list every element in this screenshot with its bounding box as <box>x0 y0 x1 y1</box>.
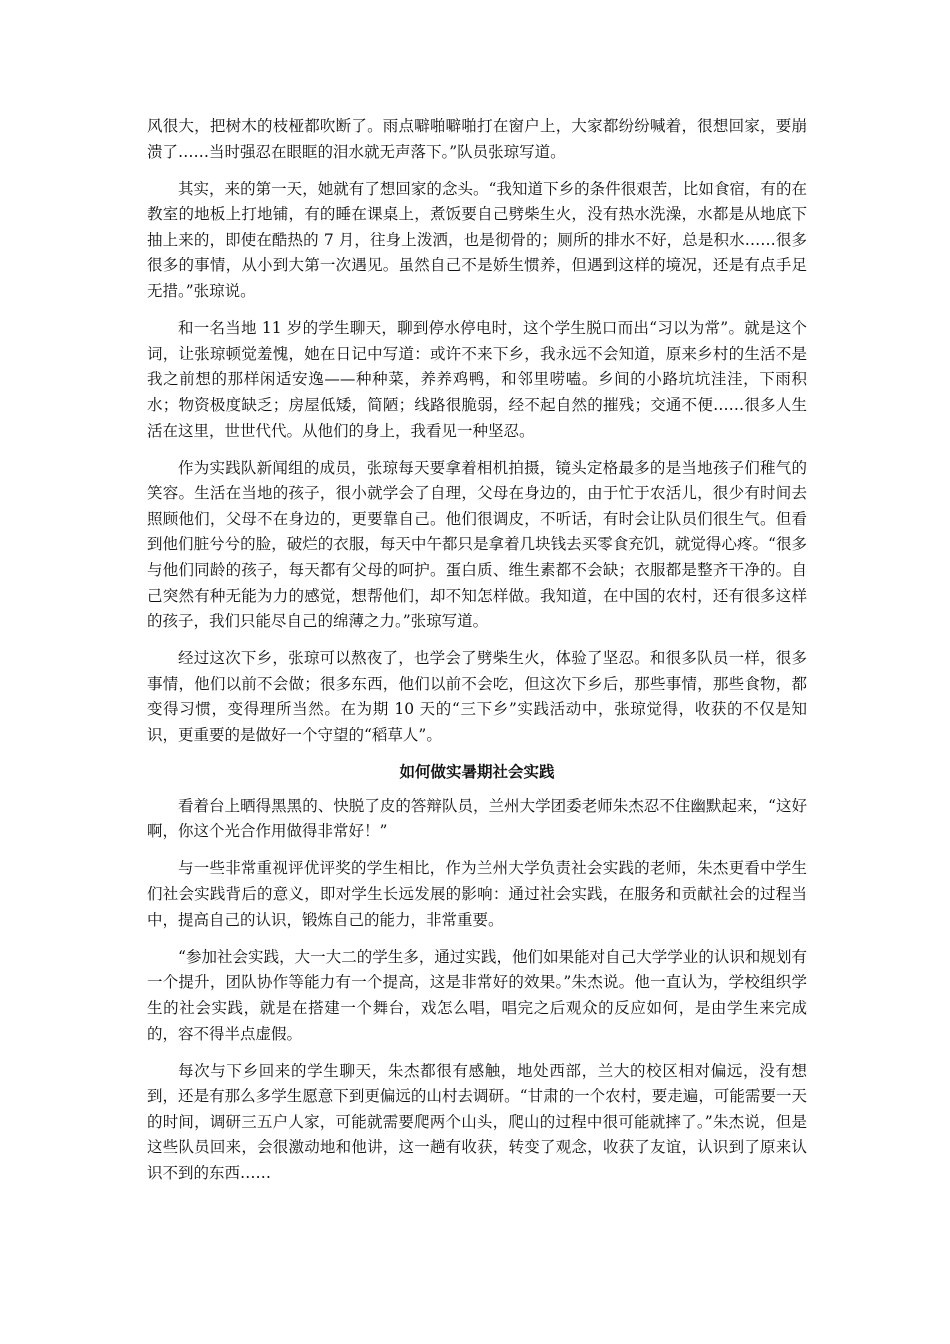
paragraph: 作为实践队新闻组的成员，张琼每天要拿着相机拍摄，镜头定格最多的是当地孩子们稚气的笑容。生活在当地的孩子，很小就学会了自理，父母在身边的，由于忙于农活儿，很少有时间去照顾他们，父母不在身边的，更要靠自己。他们很调皮，不听话，有时会让队员们很生气。但看到他们脏兮兮的脸，破烂的衣服，每天中午都只是拿着几块钱去买零食充饥，就觉得心疼。“很多与他们同龄的孩子，每天都有父母的呵护。蛋白质、维生素都不会缺；衣服都是整齐干净的。自己突然有种无能为力的感觉，想帮他们，却不知怎样做。我知道，在中国的农村，还有很多这样的孩子，我们只能尽自己的绵薄之力。”张琼写道。 <box>147 458 807 631</box>
paragraph: 和一名当地 11 岁的学生聊天，聊到停水停电时，这个学生脱口而出“习以为常”。就是这个词，让张琼顿觉羞愧，她在日记中写道：或许不来下乡，我永远不会知道，原来乡村的生活不是我之前想的那样闲适安逸——种种菜，养养鸡鸭，和邻里唠嗑。乡间的小路坑坑洼洼，下雨积水；物资极度缺乏；房屋低矮，简陋；线路很脆弱，经不起自然的摧残；交通不便……很多人生活在这里，世世代代。从他们的身上，我看见一种坚忍。 <box>147 319 807 440</box>
paragraph: 经过这次下乡，张琼可以熬夜了，也学会了劈柴生火，体验了坚忍。和很多队员一样，很多事情，他们以前不会做；很多东西，他们以前不会吃，但这次下乡后，那些事情，那些食物，都变得习惯，变得理所当然。在为期 10 天的“三下乡”实践活动中，张琼觉得，收获的不仅是知识，更重要的是做好一个守望的“稻草人”。 <box>147 649 807 745</box>
document-page <box>147 114 807 1198</box>
paragraph: 风很大，把树木的枝桠都吹断了。雨点噼啪噼啪打在窗户上，大家都纷纷喊着，很想回家，要崩溃了……当时强忍在眼眶的泪水就无声落下。”队员张琼写道。 <box>147 117 807 161</box>
section-heading: 如何做实暑期社会实践 <box>399 763 555 782</box>
paragraph: 与一些非常重视评优评奖的学生相比，作为兰州大学负责社会实践的老师，朱杰更看中学生们社会实践背后的意义，即对学生长远发展的影响：通过社会实践，在服务和贡献社会的过程当中，提高自己的认识，锻炼自己的能力，非常重要。 <box>147 859 807 929</box>
paragraph: 看着台上晒得黑黑的、快脱了皮的答辩队员，兰州大学团委老师朱杰忍不住幽默起来，“这好啊，你这个光合作用做得非常好！” <box>147 796 807 841</box>
paragraph: 每次与下乡回来的学生聊天，朱杰都很有感触，地处西部，兰大的校区相对偏远，没有想到，还是有那么多学生愿意下到更偏远的山村去调研。“甘肃的一个农村，要走遍，可能需要一天的时间，调研三五户人家，可能就需要爬两个山头，爬山的过程中很可能就摔了。”朱杰说，但是这些队员回来，会很激动地和他讲，这一趟有收获，转变了观念，收获了友谊，认识到了原来认识不到的东西…… <box>147 1061 807 1182</box>
paragraph: “参加社会实践，大一大二的学生多，通过实践，他们如果能对自己大学学业的认识和规划有一个提升，团队协作等能力有一个提高，这是非常好的效果。”朱杰说。他一直认为，学校组织学生的社会实践，就是在搭建一个舞台，戏怎么唱，唱完之后观众的反应如何，是由学生来完成的，容不得半点虚假。 <box>147 947 807 1043</box>
paragraph: 其实，来的第一天，她就有了想回家的念头。“我知道下乡的条件很艰苦，比如食宿，有的在教室的地板上打地铺，有的睡在课桌上，煮饭要自己劈柴生火，没有热水洗澡，水都是从地底下抽上来的，即使在酷热的 7 月，往身上泼洒，也是彻骨的；厕所的排水不好，总是积水……很多很多的事情，从小到大第一次遇见。虽然自己不是娇生惯养，但遇到这样的境况，还是有点手足无措。”张琼说。 <box>147 179 807 301</box>
